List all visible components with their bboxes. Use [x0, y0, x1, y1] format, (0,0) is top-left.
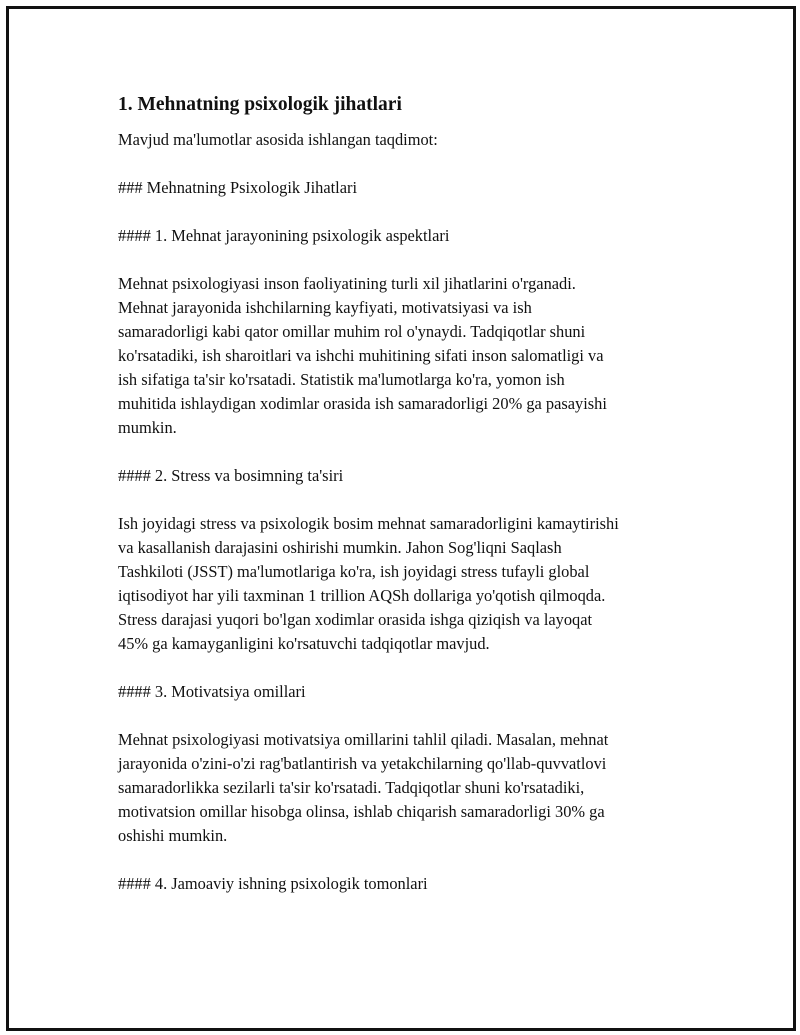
- paragraph-line: Tashkiloti (JSST) ma'lumotlariga ko'ra, ish joyidagi stress tufayli global: [118, 562, 590, 581]
- paragraph-line: 45% ga kamayganligini ko'rsatuvchi tadqiqotlar mavjud.: [118, 634, 490, 653]
- intro-text: Mavjud ma'lumotlar asosida ishlangan taqdimot:: [118, 130, 438, 149]
- paragraph-line: va kasallanish darajasini oshirishi mumkin. Jahon Sog'liqni Saqlash: [118, 538, 562, 557]
- section-paragraph-3: [118, 728, 698, 848]
- paragraph-line: samaradorlikka sezilarli ta'sir ko'rsatadi. Tadqiqotlar shuni ko'rsatadiki,: [118, 778, 585, 797]
- paragraph-line: samaradorligi kabi qator omillar muhim rol o'ynaydi. Tadqiqotlar shuni: [118, 322, 586, 341]
- section-paragraph-2: [118, 512, 698, 656]
- paragraph-line: mumkin.: [118, 418, 177, 437]
- document-title: 1. Mehnatning psixologik jihatlari: [118, 94, 402, 115]
- paragraph-line: Ish joyidagi stress va psixologik bosim mehnat samaradorligini kamaytirishi: [118, 514, 619, 533]
- paragraph-line: ish sifatiga ta'sir ko'rsatadi. Statistik ma'lumotlarga ko'ra, yomon ish: [118, 370, 565, 389]
- paragraph-line: Mehnat psixologiyasi motivatsiya omillarini tahlil qiladi. Masalan, mehnat: [118, 730, 609, 749]
- paragraph-line: ko'rsatadiki, ish sharoitlari va ishchi muhitining sifati inson salomatligi va: [118, 346, 604, 365]
- section-paragraph-1: [118, 272, 698, 440]
- paragraph-line: Mehnat psixologiyasi inson faoliyatining turli xil jihatlarini o'rganadi.: [118, 274, 576, 293]
- document-body: [118, 92, 698, 920]
- paragraph-line: motivatsion omillar hisobga olinsa, ishlab chiqarish samaradorligi 30% ga: [118, 802, 605, 821]
- paragraph-line: iqtisodiyot har yili taxminan 1 trillion AQSh dollariga yo'qotish qilmoqda.: [118, 586, 606, 605]
- main-heading: ### Mehnatning Psixologik Jihatlari: [118, 178, 358, 197]
- section-heading-2: #### 2. Stress va bosimning ta'siri: [118, 466, 344, 485]
- section-heading-4: #### 4. Jamoaviy ishning psixologik tomonlari: [118, 874, 428, 893]
- paragraph-line: Stress darajasi yuqori bo'lgan xodimlar orasida ishga qiziqish va layoqat: [118, 610, 593, 629]
- paragraph-line: Mehnat jarayonida ishchilarning kayfiyati, motivatsiyasi va ish: [118, 298, 532, 317]
- section-heading-3: #### 3. Motivatsiya omillari: [118, 682, 306, 701]
- paragraph-line: muhitida ishlaydigan xodimlar orasida ish samaradorligi 20% ga pasayishi: [118, 394, 607, 413]
- section-heading-1: #### 1. Mehnat jarayonining psixologik aspektlari: [118, 226, 450, 245]
- paragraph-line: oshishi mumkin.: [118, 826, 228, 845]
- paragraph-line: jarayonida o'zini-o'zi rag'batlantirish va yetakchilarning qo'llab-quvvatlovi: [118, 754, 607, 773]
